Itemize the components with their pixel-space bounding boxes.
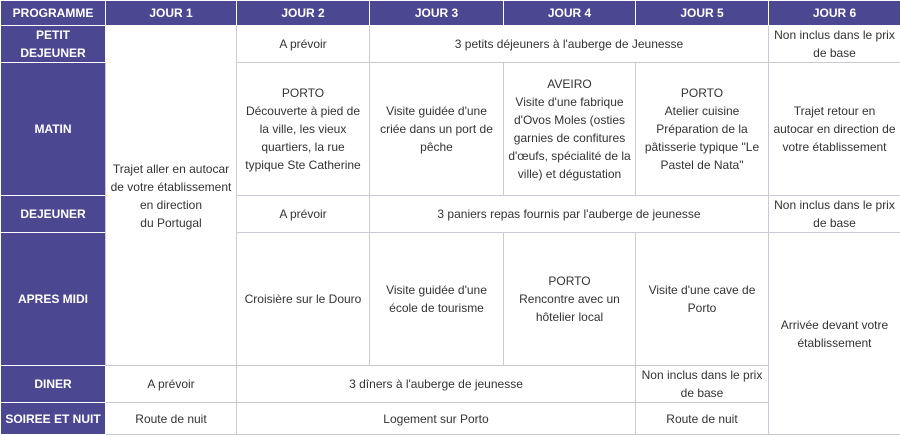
cell-apres-midi-jour5: Visite d'une cave de Porto — [636, 233, 769, 366]
row-label-diner: DINER — [1, 366, 106, 403]
header-jour-2: JOUR 2 — [237, 1, 370, 26]
header-jour-3: JOUR 3 — [370, 1, 504, 26]
cell-dejeuner-jour6: Non inclus dans le prix de base — [769, 196, 900, 233]
cell-diner-jours2-4: 3 dîners à l'auberge de jeunesse — [237, 366, 636, 403]
header-jour-5: JOUR 5 — [636, 1, 769, 26]
header-jour-1: JOUR 1 — [106, 1, 237, 26]
cell-matin-jour6: Trajet retour en autocar en direction de votre établissement — [769, 63, 900, 196]
row-label-petit-dejeuner: PETIT DEJEUNER — [1, 26, 106, 63]
cell-diner-jour5: Non inclus dans le prix de base — [636, 366, 769, 403]
header-programme: PROGRAMME — [1, 1, 106, 26]
cell-soiree-jour1: Route de nuit — [106, 403, 237, 435]
cell-matin-jour3: Visite guidée d'une criée dans un port de pêche — [370, 63, 504, 196]
cell-matin-jour5: PORTO Atelier cuisine Préparation de la pâtisserie typique "Le Pastel de Nata" — [636, 63, 769, 196]
row-label-matin: MATIN — [1, 63, 106, 196]
cell-petit-dejeuner-jours3-5: 3 petits déjeuners à l'auberge de Jeunesse — [370, 26, 769, 63]
row-diner — [1, 366, 900, 403]
cell-soiree-jours2-4: Logement sur Porto — [237, 403, 636, 435]
row-label-apres-midi: APRES MIDI — [1, 233, 106, 366]
cell-apres-midi-jour6: Arrivée devant votre établissement — [769, 233, 900, 435]
cell-matin-jour4: AVEIRO Visite d'une fabrique d'Ovos Moles (osties garnies de confitures d'œufs, spécialité de la ville) et dégustation — [504, 63, 636, 196]
cell-diner-jour1: A prévoir — [106, 366, 237, 403]
row-label-soiree-et-nuit: SOIREE ET NUIT — [1, 403, 106, 435]
row-petit-dejeuner — [1, 26, 900, 63]
header-row — [1, 1, 900, 26]
cell-petit-dejeuner-jour2: A prévoir — [237, 26, 370, 63]
row-label-dejeuner: DEJEUNER — [1, 196, 106, 233]
cell-dejeuner-jour2: A prévoir — [237, 196, 370, 233]
cell-matin-jour2: PORTO Découverte à pied de la ville, les vieux quartiers, la rue typique Ste Catherine — [237, 63, 370, 196]
cell-apres-midi-jour4: PORTO Rencontre avec un hôtelier local — [504, 233, 636, 366]
cell-apres-midi-jour2: Croisière sur le Douro — [237, 233, 370, 366]
cell-soiree-jour5: Route de nuit — [636, 403, 769, 435]
cell-jour1-trajet-aller: Trajet aller en autocar de votre établissement en direction du Portugal — [106, 26, 237, 366]
cell-petit-dejeuner-jour6: Non inclus dans le prix de base — [769, 26, 900, 63]
cell-dejeuner-jours3-5: 3 paniers repas fournis par l'auberge de jeunesse — [370, 196, 769, 233]
cell-apres-midi-jour3: Visite guidée d'une école de tourisme — [370, 233, 504, 366]
header-jour-6: JOUR 6 — [769, 1, 900, 26]
header-jour-4: JOUR 4 — [504, 1, 636, 26]
